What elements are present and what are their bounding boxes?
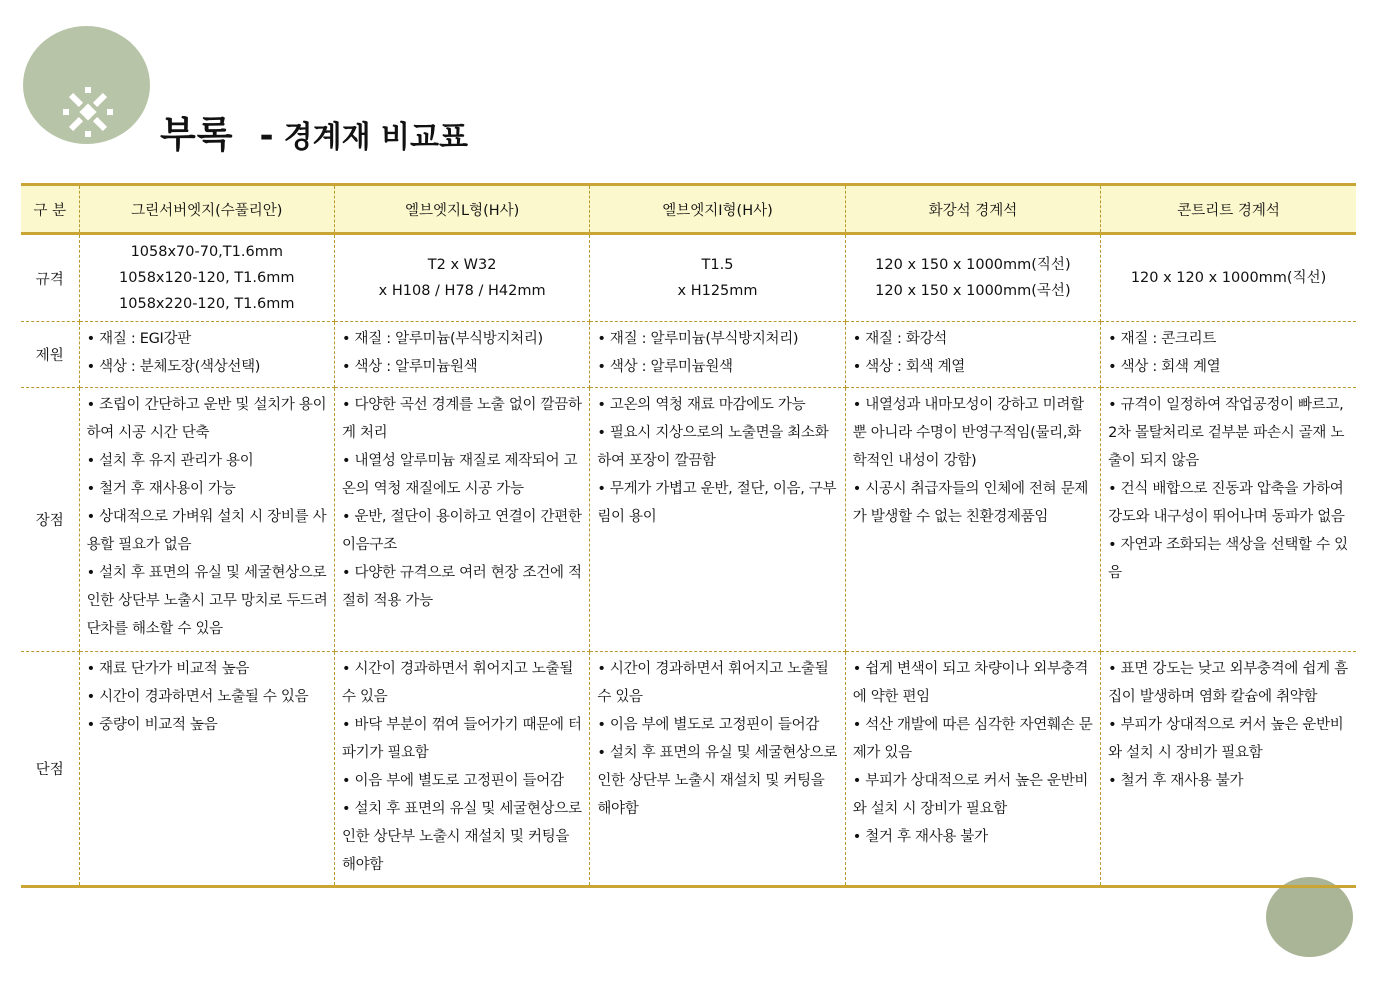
page-title [160,104,468,154]
spec-cell [334,234,589,322]
list-item: • 재질 : EGI강판 [86,331,191,347]
spec-line: T2 x W32 [427,257,497,273]
advantages-cell [79,388,334,652]
snowflake-logo-icon [62,86,114,138]
decorative-circle-bottom [1266,877,1353,957]
list-item: • 설치 후 유지 관리가 용이 [86,453,254,469]
list-item: • 중량이 비교적 높음 [86,717,218,733]
header-green-server-edge: 그린서버엣지(수풀리안) [79,185,334,234]
list-item: • 내열성 알루미늄 재질로 제작되어 고온의 역청 재질에도 시공 가능 [341,453,578,497]
spec-cell [590,234,845,322]
spec-line: 120 x 150 x 1000mm(직선) [875,257,1071,273]
row-label-spec: 규격 [21,234,79,322]
spec-line: 1058x70-70,T1.6mm [130,244,283,260]
list-item: • 재질 : 화강석 [852,331,948,347]
disadvantages-cell [845,652,1100,887]
list-item: • 표면 강도는 낮고 외부충격에 쉽게 흠집이 발생하며 염화 칼슘에 취약함 [1108,661,1348,705]
list-item: • 재질 : 알루미늄(부식방지처리) [597,331,799,347]
list-item: • 규격이 일정하여 작업공정이 빠르고, 2차 몰탈처리로 겉부분 파손시 골재 노출이 되지 않음 [1108,397,1345,469]
title-main: 부록 [160,113,234,156]
list-item: • 시공시 취급자들의 인체에 전혀 문제가 발생할 수 없는 친환경제품임 [852,481,1089,525]
spec-cell [79,234,334,322]
table-row-disadvantages [21,652,1356,887]
list-item: • 운반, 절단이 용이하고 연결이 간편한 이음구조 [341,509,582,553]
material-cell [79,322,334,388]
list-item: • 고온의 역청 재료 마감에도 가능 [597,397,806,413]
spec-line: x H108 / H78 / H42mm [378,283,546,299]
row-label-disadvantages: 단점 [21,652,79,887]
list-item: • 쉽게 변색이 되고 차량이나 외부충격에 약한 편임 [852,661,1089,705]
row-label-specification: 제원 [21,322,79,388]
header-granite-curb: 화강석 경계석 [845,185,1100,234]
list-item: • 재질 : 콘크리트 [1108,331,1217,347]
list-item: • 설치 후 표면의 유실 및 세굴현상으로 인한 상단부 노출시 재설치 및 커팅을 해야함 [597,745,838,817]
list-item: • 건식 배합으로 진동과 압축을 가하여 강도와 내구성이 뛰어나며 동파가 없음 [1108,481,1345,525]
table-row-specification [21,322,1356,388]
list-item: • 바닥 부분이 꺾여 들어가기 때문에 터파기가 필요함 [341,717,582,761]
list-item: • 색상 : 알루미늄원색 [597,359,733,375]
table-header-row [21,185,1356,234]
list-item: • 조립이 간단하고 운반 및 설치가 용이하여 시공 시간 단축 [86,397,327,441]
list-item: • 색상 : 회색 계열 [1108,359,1221,375]
row-label-advantages: 장점 [21,388,79,652]
list-item: • 내열성과 내마모성이 강하고 미려할 뿐 아니라 수명이 반영구적임(물리,화학적인 내성이 강함) [852,397,1084,469]
disadvantages-cell [79,652,334,887]
advantages-cell [845,388,1100,652]
spec-cell [845,234,1100,322]
list-item: • 다양한 규격으로 여러 현장 조건에 적절히 적용 가능 [341,565,582,609]
list-item: • 이음 부에 별도로 고정핀이 들어감 [597,717,820,733]
list-item: • 색상 : 분체도장(색상선택) [86,359,261,375]
header-category: 구 분 [21,185,79,234]
table-row-spec [21,234,1356,322]
list-item: • 철거 후 재사용이 가능 [86,481,236,497]
advantages-cell [1101,388,1356,652]
list-item: • 이음 부에 별도로 고정핀이 들어감 [341,773,564,789]
title-subtitle: 경계재 비교표 [283,120,468,155]
header-elve-edge-i: 엘브엣지I형(H사) [590,185,845,234]
list-item: • 재료 단가가 비교적 높음 [86,661,250,677]
disadvantages-cell [334,652,589,887]
spec-line: T1.5 [701,257,734,273]
header-concrete-curb: 콘트리트 경계석 [1101,185,1356,234]
advantages-cell [334,388,589,652]
list-item: • 석산 개발에 따른 심각한 자연훼손 문제가 있음 [852,717,1093,761]
list-item: • 철거 후 재사용 불가 [852,829,988,845]
table-row-advantages [21,388,1356,652]
list-item: • 시간이 경과하면서 휘어지고 노출될 수 있음 [341,661,574,705]
spec-line: 120 x 120 x 1000mm(직선) [1130,270,1327,286]
list-item: • 철거 후 재사용 불가 [1108,773,1244,789]
list-item: • 시간이 경과하면서 휘어지고 노출될 수 있음 [597,661,829,705]
list-item: • 설치 후 표면의 유실 및 세굴현상으로 인한 상단부 노출시 고무 망치로 두드려 단차를 해소할 수 있음 [86,565,328,637]
list-item: • 자연과 조화되는 색상을 선택할 수 있음 [1108,537,1348,581]
list-item: • 상대적으로 가벼워 설치 시 장비를 사용할 필요가 없음 [86,509,327,553]
material-cell [1101,322,1356,388]
list-item: • 필요시 지상으로의 노출면을 최소화하여 포장이 깔끔함 [597,425,829,469]
disadvantages-cell [1101,652,1356,887]
list-item: • 설치 후 표면의 유실 및 세굴현상으로 인한 상단부 노출시 재설치 및 커팅을 해야함 [341,801,582,873]
list-item: • 무게가 가볍고 운반, 절단, 이음, 구부림이 용이 [597,481,837,525]
comparison-table [21,183,1356,888]
list-item: • 색상 : 알루미늄원색 [341,359,478,375]
list-item: • 부피가 상대적으로 커서 높은 운반비와 설치 시 장비가 필요함 [1108,717,1344,761]
header-elve-edge-l: 엘브엣지L형(H사) [334,185,589,234]
title-separator: - [259,116,274,156]
spec-line: 1058x120-120, T1.6mm [119,270,295,286]
material-cell [334,322,589,388]
material-cell [590,322,845,388]
list-item: • 재질 : 알루미늄(부식방지처리) [341,331,543,347]
list-item: • 색상 : 회색 계열 [852,359,966,375]
list-item: • 다양한 곡선 경계를 노출 없이 깔끔하게 처리 [341,397,582,441]
spec-line: 120 x 150 x 1000mm(곡선) [875,283,1071,299]
advantages-cell [590,388,845,652]
material-cell [845,322,1100,388]
list-item: • 부피가 상대적으로 커서 높은 운반비와 설치 시 장비가 필요함 [852,773,1089,817]
spec-cell [1101,234,1356,322]
spec-line: x H125mm [677,283,758,299]
list-item: • 시간이 경과하면서 노출될 수 있음 [86,689,309,705]
spec-line: 1058x220-120, T1.6mm [119,296,295,312]
disadvantages-cell [590,652,845,887]
